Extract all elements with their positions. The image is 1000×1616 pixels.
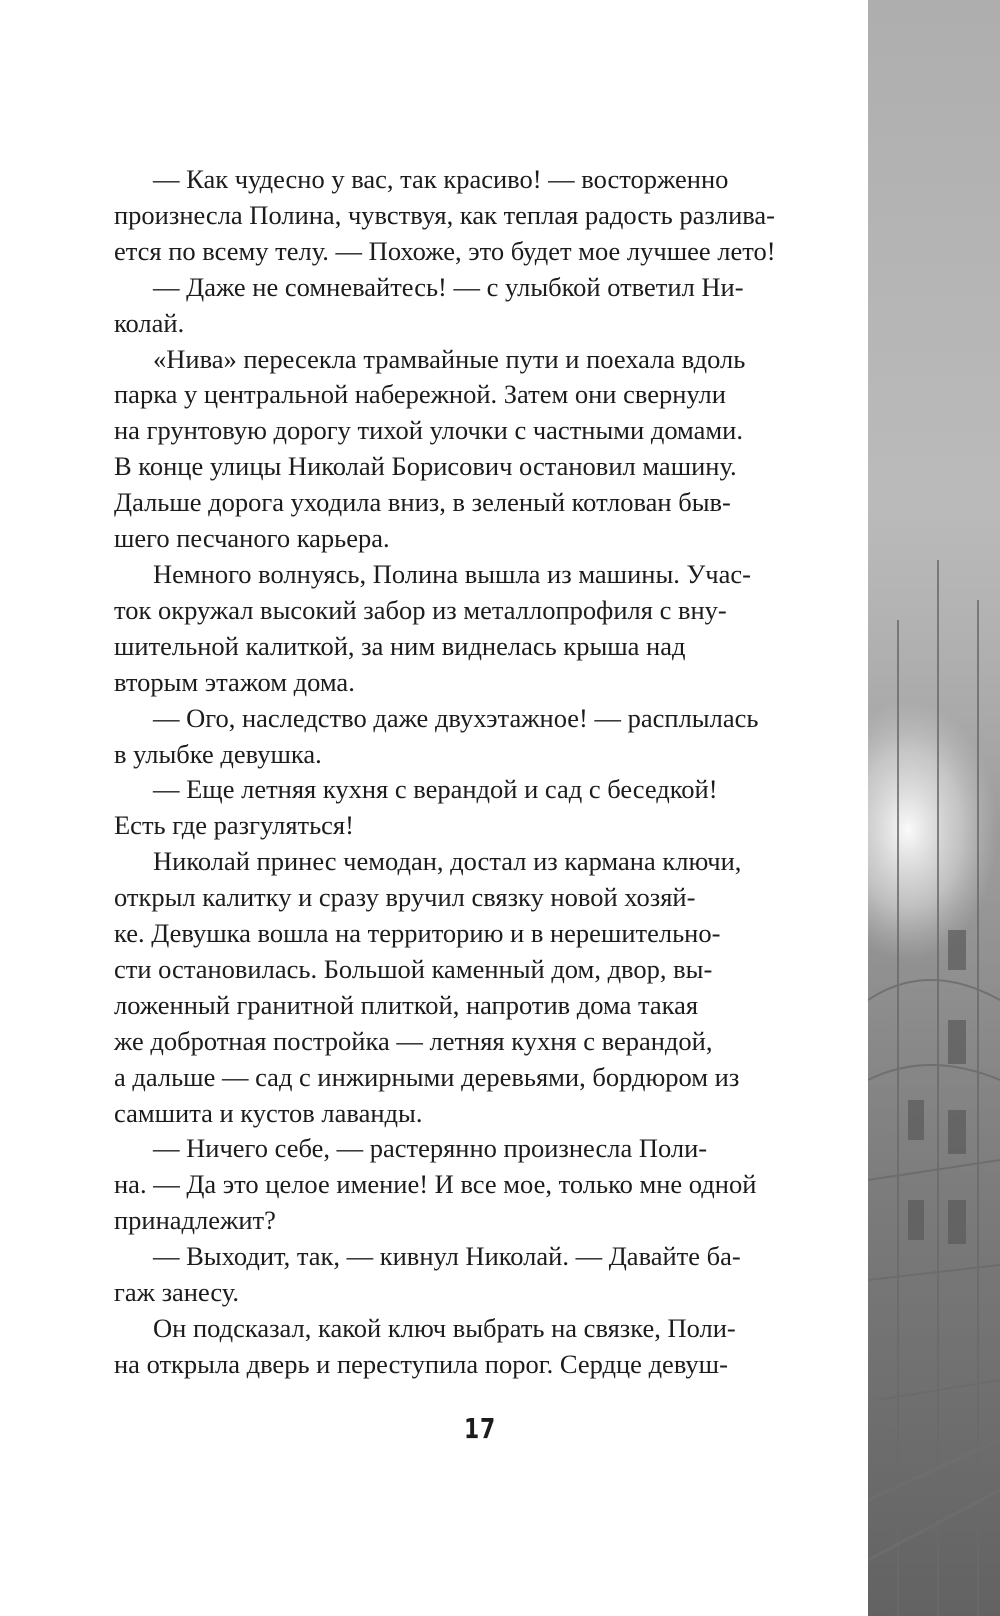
text-line: ке. Девушка вошла на территорию и в нерешительно- [114, 918, 721, 949]
text-line: открыл калитку и сразу вручил связку новой хозяй- [114, 882, 696, 913]
paragraph [114, 557, 845, 701]
paragraph [114, 772, 845, 844]
text-line: на. — Да это целое имение! И все мое, только мне одной [114, 1169, 757, 1200]
text-line: парка у центральной набережной. Затем они свернули [114, 379, 726, 410]
text-line: вторым этажом дома. [114, 666, 355, 697]
text-line: ток окружал высокий забор из металлопрофиля с вну- [114, 594, 727, 625]
text-line: — Ого, наследство даже двухэтажное! — расплылась [153, 702, 759, 733]
text-line: ется по всему телу. — Похоже, это будет мое лучшее лето! [114, 235, 776, 266]
text-line: Николай принес чемодан, достал из кармана ключи, [153, 846, 742, 877]
text-line: Есть где разгуляться! [114, 810, 354, 841]
paragraph [114, 1239, 845, 1311]
text-line: Дальше дорога уходила вниз, в зеленый котлован быв- [114, 487, 731, 518]
text-line: — Ничего себе, — растерянно произнесла Поли- [153, 1133, 708, 1164]
paragraph [114, 1131, 845, 1239]
text-line: колай. [114, 307, 185, 338]
text-line: самшита и кустов лаванды. [114, 1097, 423, 1128]
paragraph [114, 844, 845, 1131]
page-number: 17 [464, 1412, 496, 1445]
paragraph [114, 270, 845, 342]
text-line: — Еще летняя кухня с верандой и сад с беседкой! [153, 774, 718, 805]
text-line: на грунтовую дорогу тихой улочки с частными домами. [114, 415, 743, 446]
text-line: гаж занесу. [114, 1277, 240, 1308]
paragraph [114, 162, 845, 270]
paragraph [114, 701, 845, 773]
text-line: произнесла Полина, чувствуя, как теплая радость разлива- [114, 199, 776, 230]
text-line: в улыбке девушка. [114, 738, 322, 769]
text-line: на открыла дверь и переступила порог. Сердце девуш- [114, 1348, 728, 1379]
paragraph [114, 342, 845, 557]
cover-illustration-strip [868, 0, 1000, 1616]
text-line: — Даже не сомневайтесь! — с улыбкой ответил Ни- [153, 271, 744, 302]
body-text [114, 162, 845, 1383]
text-line: сти остановилась. Большой каменный дом, двор, вы- [114, 953, 713, 984]
text-line: а дальше — сад с инжирными деревьями, бордюром из [114, 1061, 740, 1092]
text-line: — Выходит, так, — кивнул Николай. — Давайте ба- [153, 1241, 741, 1272]
text-line: В конце улицы Николай Борисович остановил машину. [114, 451, 737, 482]
text-line: — Как чудесно у вас, так красиво! — восторженно [153, 164, 729, 194]
paragraph [114, 1311, 845, 1383]
text-line: Он подсказал, какой ключ выбрать на связке, Поли- [153, 1313, 736, 1343]
night-street-illustration [868, 0, 1000, 1616]
text-line: Немного волнуясь, Полина вышла из машины. Учас- [153, 558, 751, 589]
text-line: «Нива» пересекла трамвайные пути и поехала вдоль [153, 343, 746, 374]
text-line: шего песчаного карьера. [114, 523, 390, 554]
text-line: принадлежит? [114, 1205, 276, 1236]
text-line: ложенный гранитной плиткой, напротив дома такая [114, 989, 699, 1020]
text-line: шительной калиткой, за ним виднелась крыша над [114, 630, 686, 661]
text-line: же добротная постройка — летняя кухня с верандой, [114, 1025, 713, 1056]
